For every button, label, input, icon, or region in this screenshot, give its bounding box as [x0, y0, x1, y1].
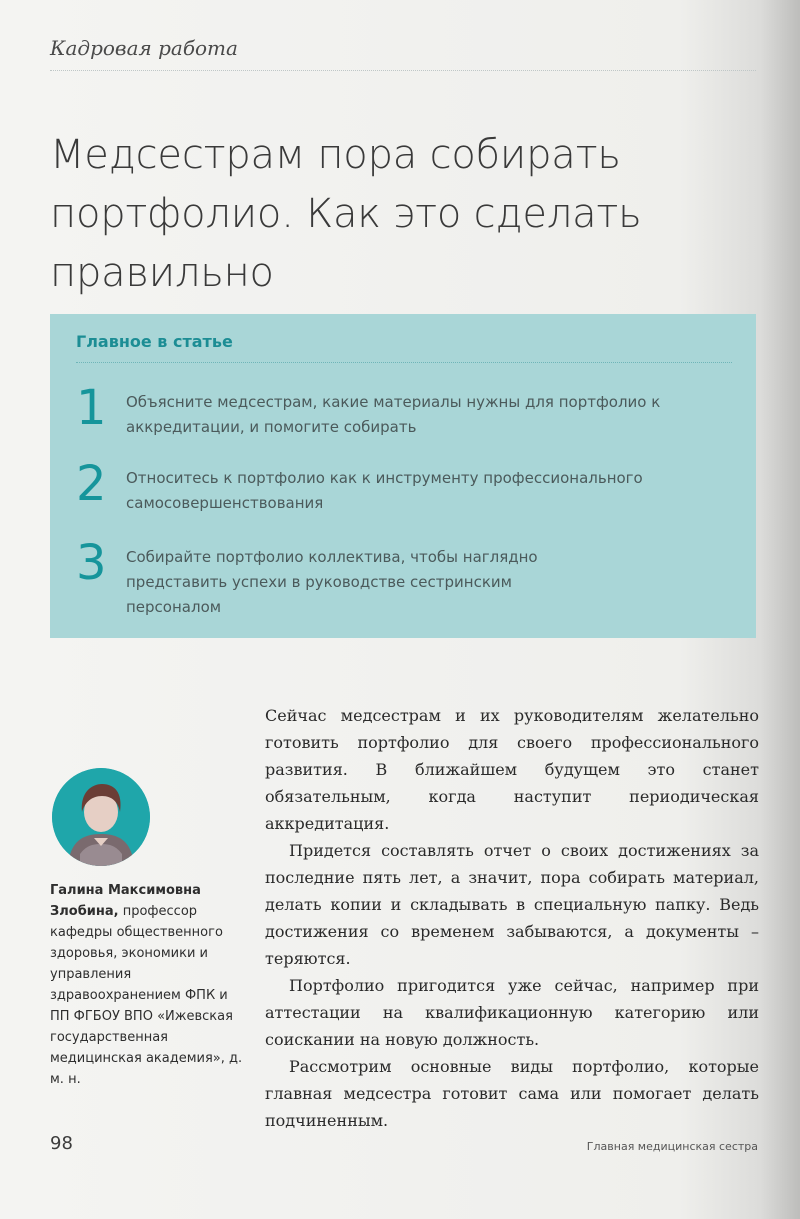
- article-title: Медсестрам пора собирать портфолио. Как это сделать правильно: [50, 132, 642, 296]
- author-bio: [50, 880, 250, 1090]
- summary-divider: [76, 362, 732, 363]
- header-divider: [50, 70, 756, 71]
- summary-item-text: Объясните медсестрам, какие материалы нужны для портфолио к аккредитации, и помогите собирать: [126, 393, 661, 436]
- summary-item-number: 3: [76, 535, 107, 591]
- author-name: Галина Максимовна Злобина,: [50, 883, 201, 919]
- author-portrait-icon: [52, 768, 150, 866]
- article-body: [265, 702, 759, 1134]
- author-description: профессор кафедры общественного здоровья, экономики и управления здравоохранением ФПК и ПП ФГБОУ ВПО «Ижевская государственная медицинская академия», д. м. н.: [50, 904, 243, 1087]
- magazine-title: Главная медицинская сестра: [586, 1140, 758, 1153]
- summary-box: [50, 314, 756, 638]
- body-paragraph: Портфолио пригодится уже сейчас, например при аттестации на квалификационную категорию или соискании на новую должность.: [265, 976, 759, 1049]
- summary-item-number: 1: [76, 380, 107, 436]
- summary-item-text: Собирайте портфолио коллектива, чтобы наглядно представить успехи в руководстве сестринским персоналом: [126, 548, 538, 616]
- body-paragraph: Придется составлять отчет о своих достижениях за последние пять лет, а значит, пора собирать материал, делать копии и складывать в специальную папку. Ведь достижения со временем забываются, а документы – теряются.: [265, 841, 759, 968]
- section-label: Кадровая работа: [50, 36, 238, 60]
- body-paragraph: Рассмотрим основные виды портфолио, которые главная медсестра готовит сама или помогает делать подчиненным.: [265, 1057, 759, 1130]
- summary-heading: Главное в статье: [76, 332, 233, 351]
- page-number: 98: [50, 1133, 73, 1154]
- summary-item-number: 2: [76, 456, 107, 512]
- body-paragraph: Сейчас медсестрам и их руководителям желательно готовить портфолио для своего профессионального развития. В ближайшем будущем это станет обязательным, когда наступит периодическая аккредитация.: [265, 706, 759, 833]
- summary-item-text: Относитесь к портфолио как к инструменту профессионального самосовершенствования: [126, 469, 643, 512]
